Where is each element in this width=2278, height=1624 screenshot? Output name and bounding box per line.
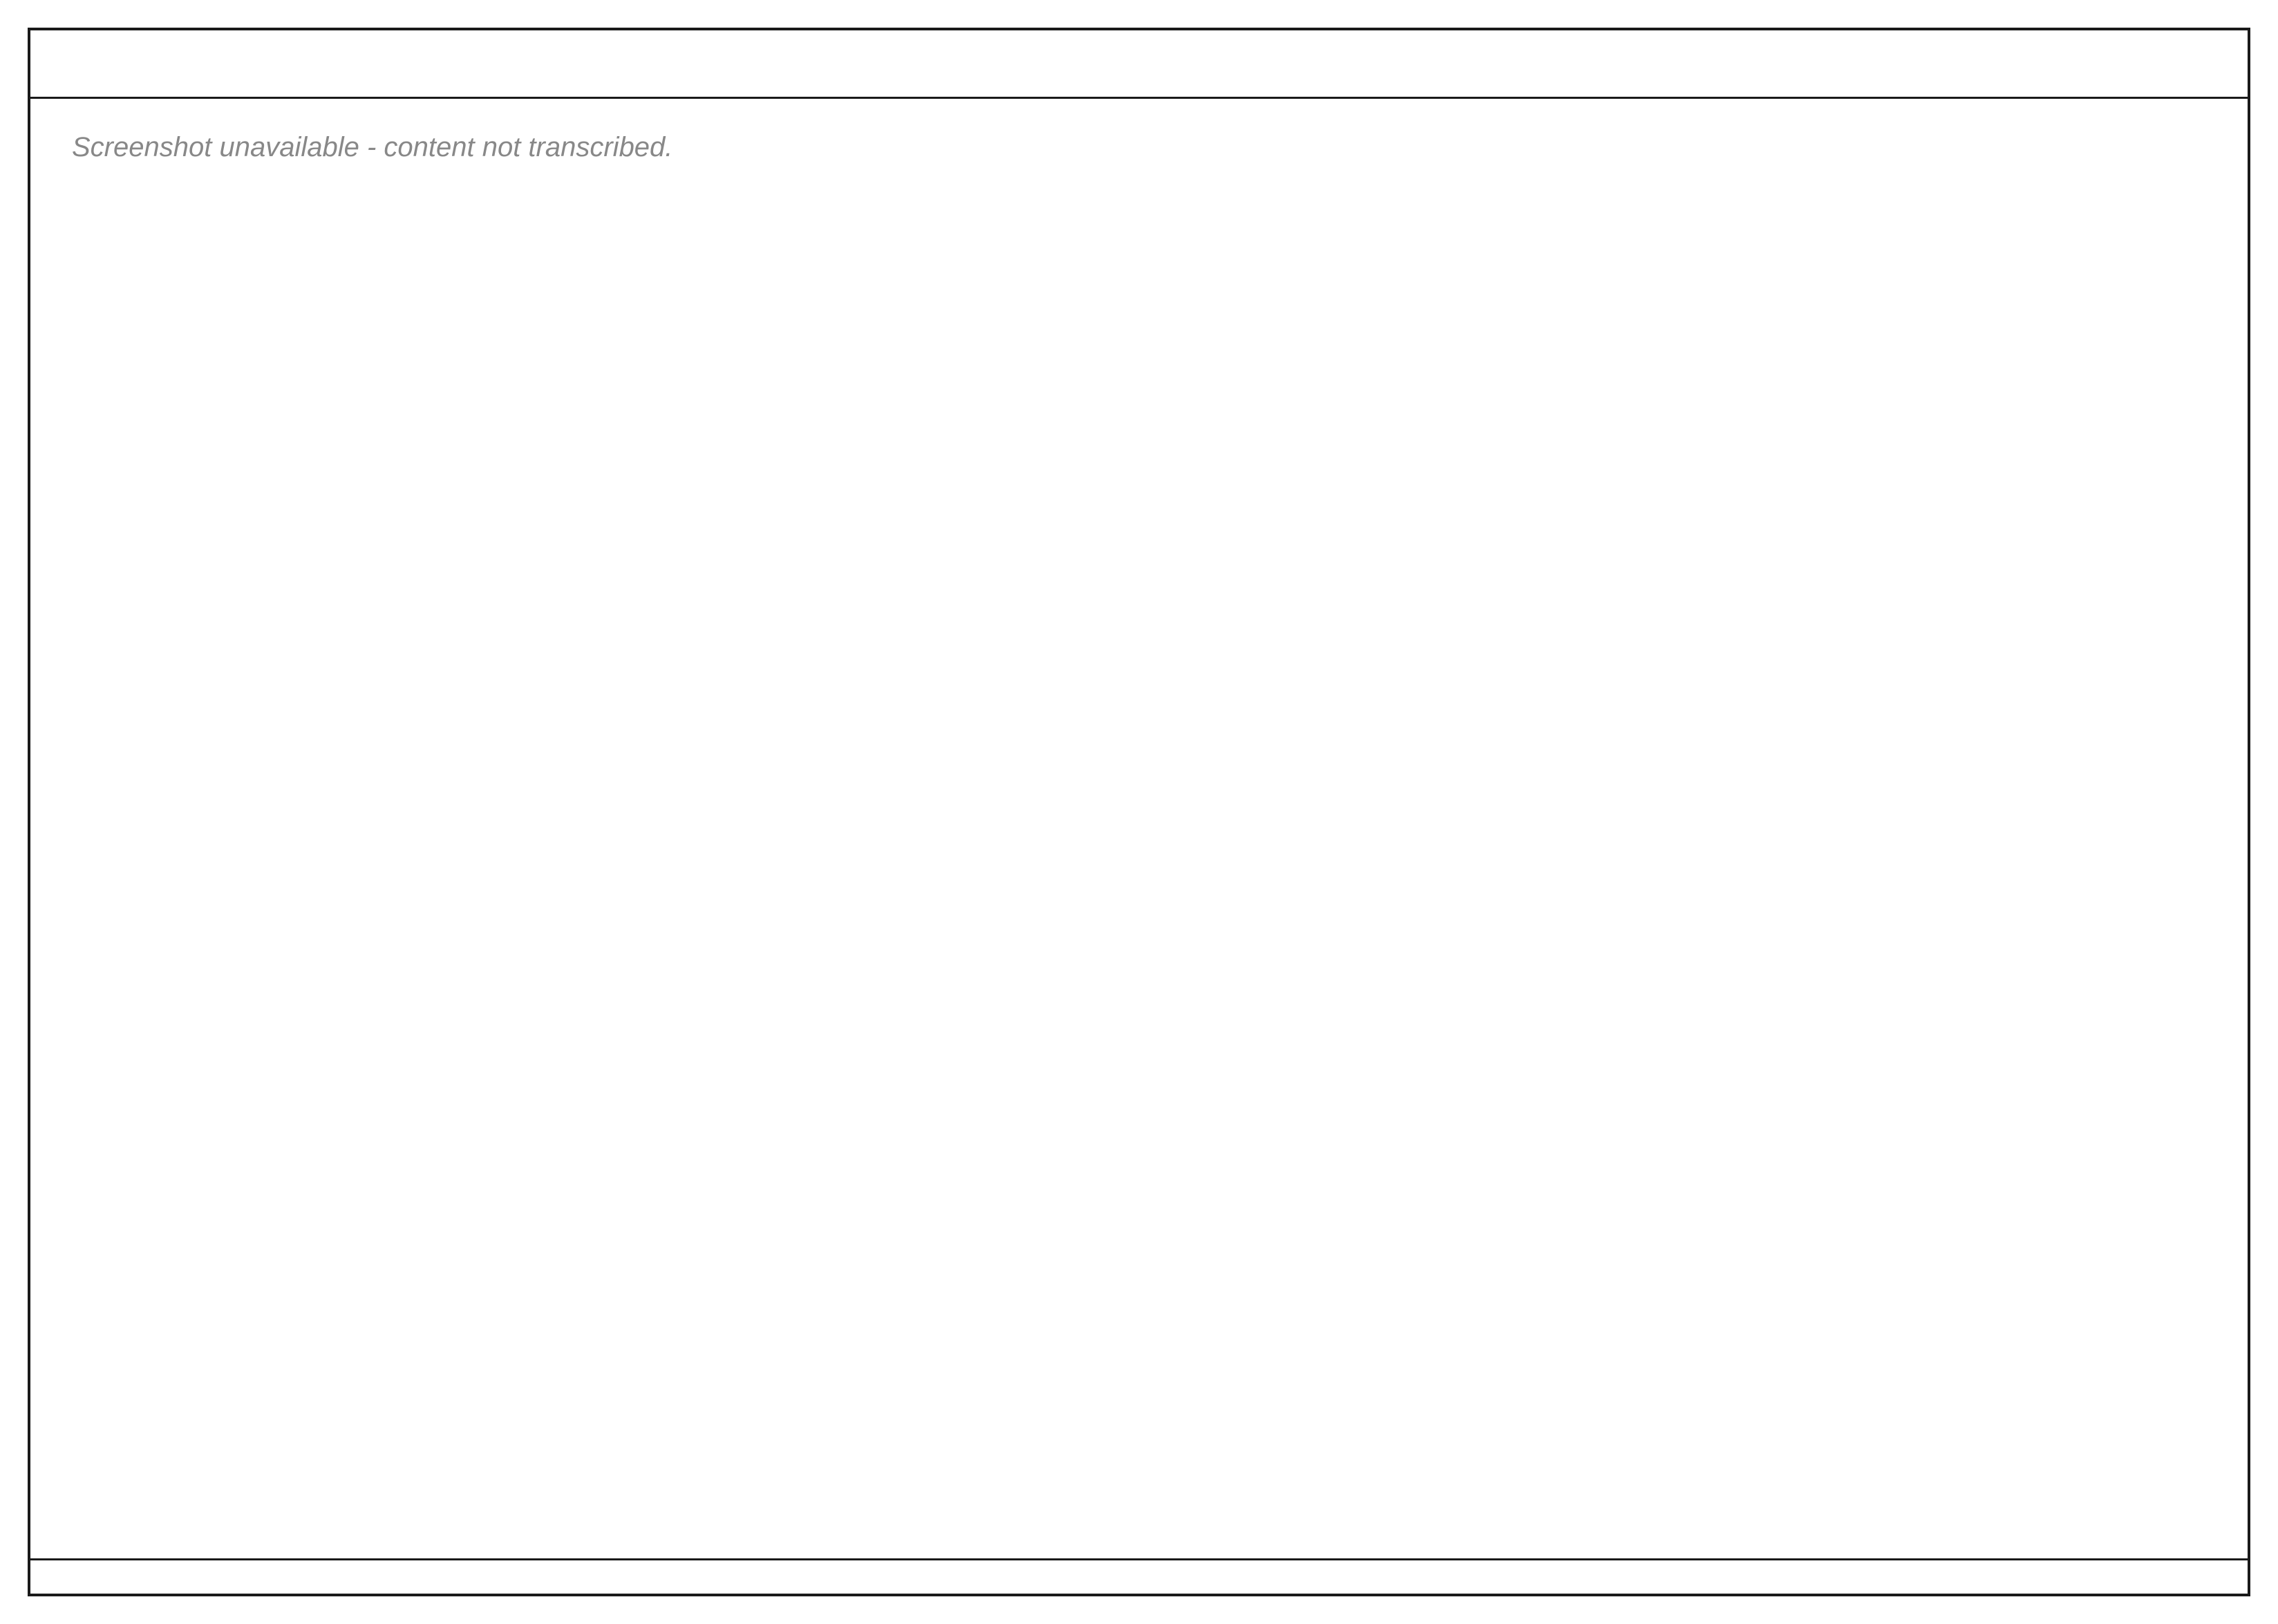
document-footer	[30, 1558, 2248, 1594]
document-body	[30, 99, 2248, 1558]
document-frame	[28, 28, 2250, 1596]
missing-content-notice: Screenshot unavailable - content not transcribed.	[72, 132, 673, 162]
document-header	[30, 30, 2248, 99]
